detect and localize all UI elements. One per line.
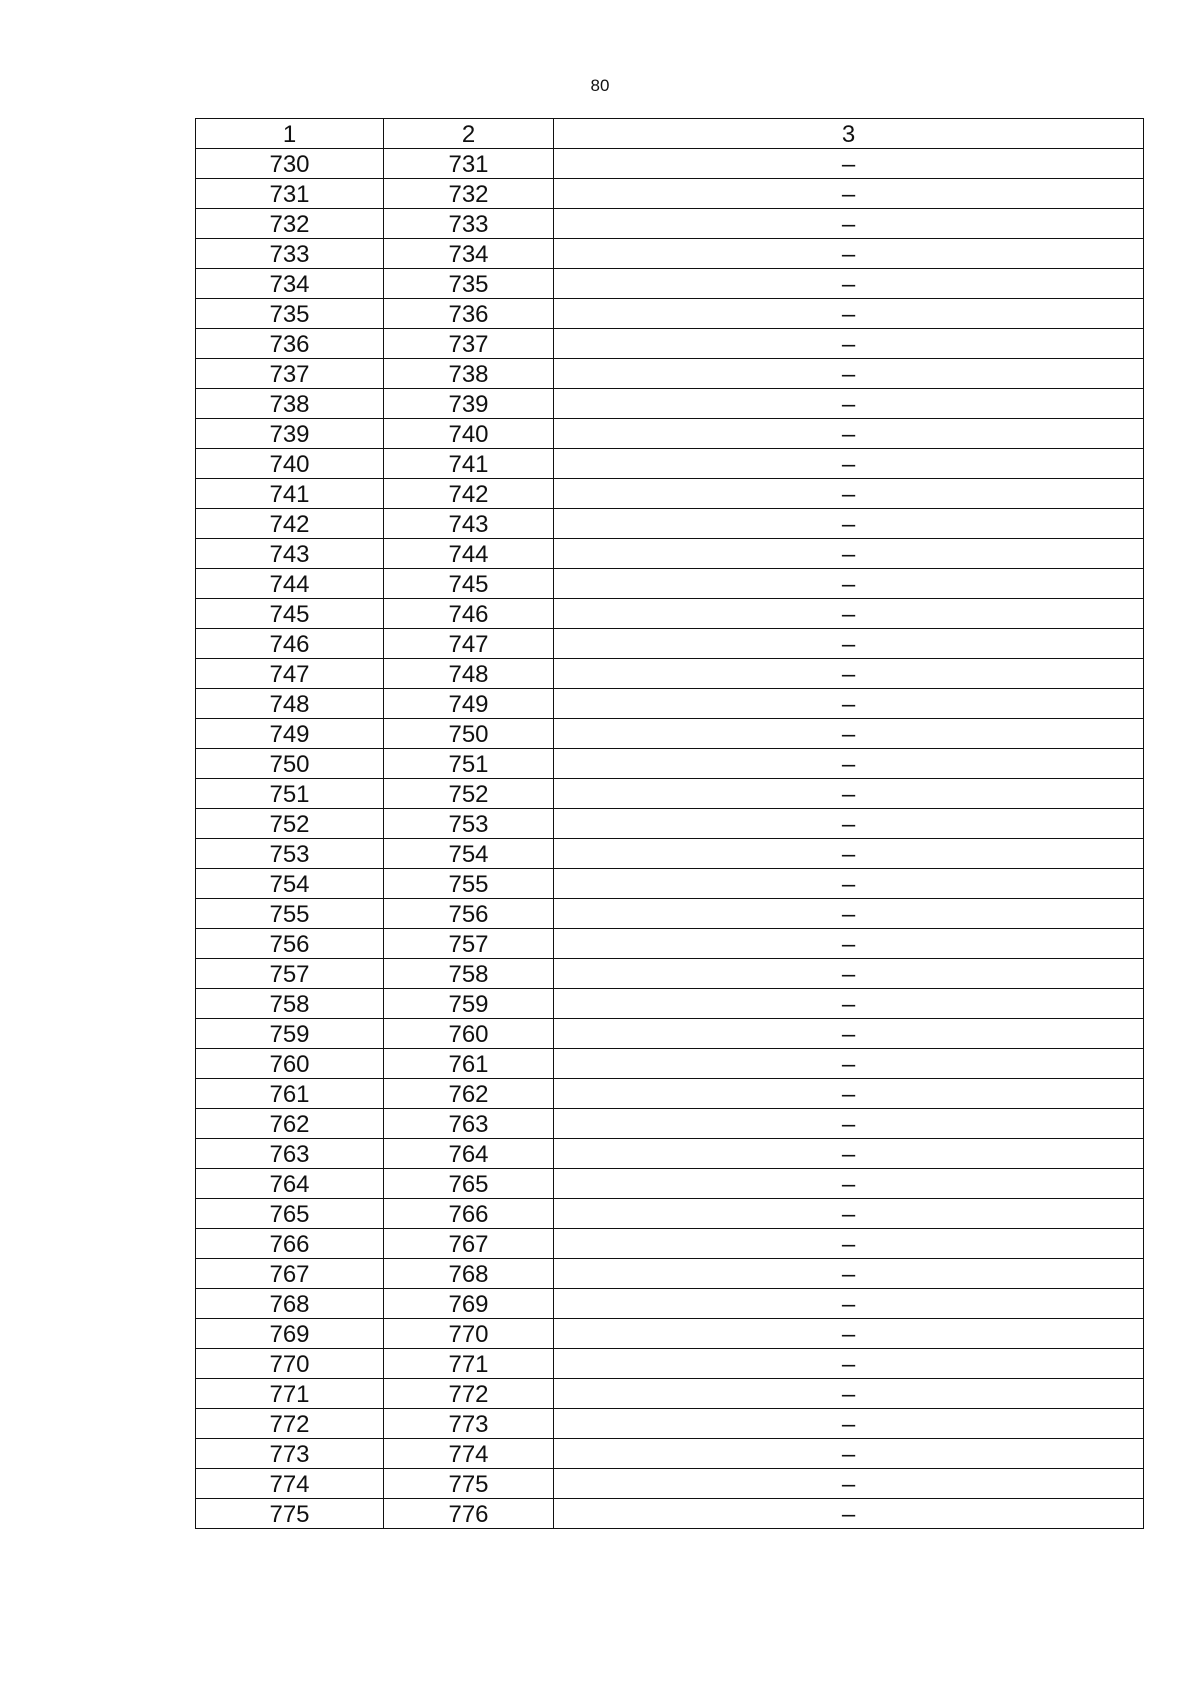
table-cell-col3: – bbox=[554, 839, 1144, 869]
table-cell-col2: 753 bbox=[384, 809, 554, 839]
table-row bbox=[196, 569, 1144, 599]
table-cell-col3: – bbox=[554, 1019, 1144, 1049]
table-row bbox=[196, 359, 1144, 389]
table-row bbox=[196, 1109, 1144, 1139]
table-cell-col3: – bbox=[554, 629, 1144, 659]
table-cell-col2: 769 bbox=[384, 1289, 554, 1319]
table-cell-col2: 773 bbox=[384, 1409, 554, 1439]
table-cell-col3: – bbox=[554, 1409, 1144, 1439]
table-cell-col2: 770 bbox=[384, 1319, 554, 1349]
table-cell-col2: 748 bbox=[384, 659, 554, 689]
table-row bbox=[196, 929, 1144, 959]
table-cell-col1: 730 bbox=[196, 149, 384, 179]
table-cell-col2: 756 bbox=[384, 899, 554, 929]
table-cell-col2: 743 bbox=[384, 509, 554, 539]
table-cell-col3: – bbox=[554, 299, 1144, 329]
table-cell-col1: 760 bbox=[196, 1049, 384, 1079]
page-number: 80 bbox=[590, 76, 610, 95]
table-cell-col2: 763 bbox=[384, 1109, 554, 1139]
table-cell-col2: 746 bbox=[384, 599, 554, 629]
table-cell-col3: – bbox=[554, 989, 1144, 1019]
table-row bbox=[196, 449, 1144, 479]
table-cell-col3: – bbox=[554, 689, 1144, 719]
table-row bbox=[196, 629, 1144, 659]
table-cell-col1: 762 bbox=[196, 1109, 384, 1139]
table-cell-col2: 759 bbox=[384, 989, 554, 1019]
table-cell-col1: 744 bbox=[196, 569, 384, 599]
table-cell-col3: – bbox=[554, 779, 1144, 809]
column-header-2: 2 bbox=[384, 119, 554, 149]
table-cell-col1: 741 bbox=[196, 479, 384, 509]
table-cell-col1: 775 bbox=[196, 1499, 384, 1529]
table-cell-col2: 731 bbox=[384, 149, 554, 179]
table-cell-col3: – bbox=[554, 1109, 1144, 1139]
table-cell-col1: 771 bbox=[196, 1379, 384, 1409]
table-row bbox=[196, 1319, 1144, 1349]
table-cell-col3: – bbox=[554, 659, 1144, 689]
table-cell-col2: 744 bbox=[384, 539, 554, 569]
table-cell-col1: 763 bbox=[196, 1139, 384, 1169]
column-header-3: 3 bbox=[554, 119, 1144, 149]
table-cell-col3: – bbox=[554, 959, 1144, 989]
table-cell-col3: – bbox=[554, 1229, 1144, 1259]
table-row bbox=[196, 899, 1144, 929]
table-cell-col2: 765 bbox=[384, 1169, 554, 1199]
table-cell-col3: – bbox=[554, 329, 1144, 359]
table-row bbox=[196, 1409, 1144, 1439]
table-cell-col3: – bbox=[554, 599, 1144, 629]
table-cell-col2: 749 bbox=[384, 689, 554, 719]
table-cell-col2: 775 bbox=[384, 1469, 554, 1499]
table-cell-col3: – bbox=[554, 749, 1144, 779]
table-cell-col1: 742 bbox=[196, 509, 384, 539]
table-header bbox=[196, 119, 1144, 149]
table-cell-col2: 754 bbox=[384, 839, 554, 869]
table-row bbox=[196, 749, 1144, 779]
table-cell-col3: – bbox=[554, 1259, 1144, 1289]
table-cell-col1: 743 bbox=[196, 539, 384, 569]
table-row bbox=[196, 1079, 1144, 1109]
table-cell-col2: 768 bbox=[384, 1259, 554, 1289]
table-row bbox=[196, 179, 1144, 209]
table-row bbox=[196, 1379, 1144, 1409]
table-cell-col2: 750 bbox=[384, 719, 554, 749]
table-cell-col3: – bbox=[554, 869, 1144, 899]
table-row bbox=[196, 389, 1144, 419]
column-header-1: 1 bbox=[196, 119, 384, 149]
table-cell-col2: 745 bbox=[384, 569, 554, 599]
table-cell-col1: 772 bbox=[196, 1409, 384, 1439]
table-row bbox=[196, 1169, 1144, 1199]
table-row bbox=[196, 1199, 1144, 1229]
table-cell-col1: 746 bbox=[196, 629, 384, 659]
table-row bbox=[196, 869, 1144, 899]
table-cell-col2: 747 bbox=[384, 629, 554, 659]
table-row bbox=[196, 299, 1144, 329]
table-cell-col2: 741 bbox=[384, 449, 554, 479]
table-cell-col1: 733 bbox=[196, 239, 384, 269]
table-cell-col2: 774 bbox=[384, 1439, 554, 1469]
table-row bbox=[196, 509, 1144, 539]
table-cell-col1: 759 bbox=[196, 1019, 384, 1049]
table-cell-col1: 755 bbox=[196, 899, 384, 929]
table-row bbox=[196, 989, 1144, 1019]
table-cell-col3: – bbox=[554, 929, 1144, 959]
table-cell-col1: 740 bbox=[196, 449, 384, 479]
table-cell-col1: 761 bbox=[196, 1079, 384, 1109]
table-cell-col3: – bbox=[554, 809, 1144, 839]
table-cell-col3: – bbox=[554, 1049, 1144, 1079]
table-row bbox=[196, 599, 1144, 629]
table-cell-col1: 749 bbox=[196, 719, 384, 749]
table-cell-col3: – bbox=[554, 479, 1144, 509]
table-cell-col3: – bbox=[554, 1469, 1144, 1499]
table-cell-col1: 754 bbox=[196, 869, 384, 899]
table-row bbox=[196, 539, 1144, 569]
table-cell-col1: 732 bbox=[196, 209, 384, 239]
table-cell-col3: – bbox=[554, 1199, 1144, 1229]
table-cell-col2: 751 bbox=[384, 749, 554, 779]
table-cell-col3: – bbox=[554, 1289, 1144, 1319]
table-cell-col3: – bbox=[554, 1079, 1144, 1109]
table-cell-col3: – bbox=[554, 569, 1144, 599]
table-cell-col1: 757 bbox=[196, 959, 384, 989]
table-row bbox=[196, 329, 1144, 359]
table-row bbox=[196, 1289, 1144, 1319]
table-cell-col3: – bbox=[554, 209, 1144, 239]
table-cell-col3: – bbox=[554, 1319, 1144, 1349]
table-cell-col1: 752 bbox=[196, 809, 384, 839]
table-cell-col3: – bbox=[554, 449, 1144, 479]
table-cell-col1: 768 bbox=[196, 1289, 384, 1319]
table-row bbox=[196, 779, 1144, 809]
table-cell-col1: 735 bbox=[196, 299, 384, 329]
data-table bbox=[195, 118, 1144, 1529]
table-cell-col1: 753 bbox=[196, 839, 384, 869]
table-row bbox=[196, 479, 1144, 509]
table-body bbox=[196, 149, 1144, 1529]
table-cell-col3: – bbox=[554, 539, 1144, 569]
table-cell-col3: – bbox=[554, 179, 1144, 209]
table-cell-col1: 736 bbox=[196, 329, 384, 359]
table-cell-col1: 767 bbox=[196, 1259, 384, 1289]
table-cell-col2: 771 bbox=[384, 1349, 554, 1379]
table-cell-col1: 758 bbox=[196, 989, 384, 1019]
table-cell-col3: – bbox=[554, 509, 1144, 539]
table-cell-col1: 747 bbox=[196, 659, 384, 689]
table-cell-col3: – bbox=[554, 1349, 1144, 1379]
table-row bbox=[196, 1019, 1144, 1049]
table-cell-col2: 755 bbox=[384, 869, 554, 899]
table-cell-col1: 745 bbox=[196, 599, 384, 629]
table-cell-col1: 737 bbox=[196, 359, 384, 389]
table-cell-col1: 765 bbox=[196, 1199, 384, 1229]
table-row bbox=[196, 1499, 1144, 1529]
table-cell-col3: – bbox=[554, 149, 1144, 179]
table-row bbox=[196, 659, 1144, 689]
table-cell-col3: – bbox=[554, 389, 1144, 419]
table-cell-col3: – bbox=[554, 1439, 1144, 1469]
table-cell-col2: 737 bbox=[384, 329, 554, 359]
table-cell-col1: 773 bbox=[196, 1439, 384, 1469]
table-cell-col1: 764 bbox=[196, 1169, 384, 1199]
table-cell-col2: 766 bbox=[384, 1199, 554, 1229]
table-row bbox=[196, 1139, 1144, 1169]
table-cell-col3: – bbox=[554, 719, 1144, 749]
table-row bbox=[196, 419, 1144, 449]
table-cell-col2: 738 bbox=[384, 359, 554, 389]
table-cell-col1: 731 bbox=[196, 179, 384, 209]
table-cell-col3: – bbox=[554, 1169, 1144, 1199]
table-row bbox=[196, 1349, 1144, 1379]
table-cell-col2: 740 bbox=[384, 419, 554, 449]
table-cell-col1: 769 bbox=[196, 1319, 384, 1349]
table-cell-col2: 767 bbox=[384, 1229, 554, 1259]
table-cell-col2: 735 bbox=[384, 269, 554, 299]
table-cell-col2: 764 bbox=[384, 1139, 554, 1169]
table-cell-col1: 770 bbox=[196, 1349, 384, 1379]
table-cell-col2: 733 bbox=[384, 209, 554, 239]
table-row bbox=[196, 809, 1144, 839]
table-cell-col2: 752 bbox=[384, 779, 554, 809]
table-row bbox=[196, 1229, 1144, 1259]
table-cell-col3: – bbox=[554, 419, 1144, 449]
table-cell-col2: 762 bbox=[384, 1079, 554, 1109]
table-cell-col1: 774 bbox=[196, 1469, 384, 1499]
table-cell-col3: – bbox=[554, 899, 1144, 929]
table-cell-col3: – bbox=[554, 239, 1144, 269]
table-row bbox=[196, 1259, 1144, 1289]
table-cell-col1: 748 bbox=[196, 689, 384, 719]
table-cell-col1: 734 bbox=[196, 269, 384, 299]
table-cell-col2: 734 bbox=[384, 239, 554, 269]
table-cell-col1: 750 bbox=[196, 749, 384, 779]
header-row bbox=[196, 119, 1144, 149]
table-cell-col2: 739 bbox=[384, 389, 554, 419]
table-cell-col1: 751 bbox=[196, 779, 384, 809]
table-cell-col3: – bbox=[554, 1499, 1144, 1529]
table-cell-col3: – bbox=[554, 1379, 1144, 1409]
table-row bbox=[196, 149, 1144, 179]
table-row bbox=[196, 959, 1144, 989]
table-cell-col2: 736 bbox=[384, 299, 554, 329]
table-cell-col2: 772 bbox=[384, 1379, 554, 1409]
table-cell-col1: 766 bbox=[196, 1229, 384, 1259]
table-row bbox=[196, 239, 1144, 269]
table-cell-col2: 757 bbox=[384, 929, 554, 959]
table-cell-col1: 739 bbox=[196, 419, 384, 449]
table-row bbox=[196, 1049, 1144, 1079]
table-cell-col2: 761 bbox=[384, 1049, 554, 1079]
table-row bbox=[196, 839, 1144, 869]
table-row bbox=[196, 689, 1144, 719]
table-cell-col3: – bbox=[554, 269, 1144, 299]
table-row bbox=[196, 269, 1144, 299]
table-cell-col1: 756 bbox=[196, 929, 384, 959]
table-cell-col2: 760 bbox=[384, 1019, 554, 1049]
table-row bbox=[196, 719, 1144, 749]
table-cell-col2: 758 bbox=[384, 959, 554, 989]
table-cell-col3: – bbox=[554, 1139, 1144, 1169]
table-cell-col2: 732 bbox=[384, 179, 554, 209]
table-cell-col2: 742 bbox=[384, 479, 554, 509]
table-cell-col2: 776 bbox=[384, 1499, 554, 1529]
table-row bbox=[196, 209, 1144, 239]
table-row bbox=[196, 1469, 1144, 1499]
table-cell-col1: 738 bbox=[196, 389, 384, 419]
table-row bbox=[196, 1439, 1144, 1469]
table-cell-col3: – bbox=[554, 359, 1144, 389]
